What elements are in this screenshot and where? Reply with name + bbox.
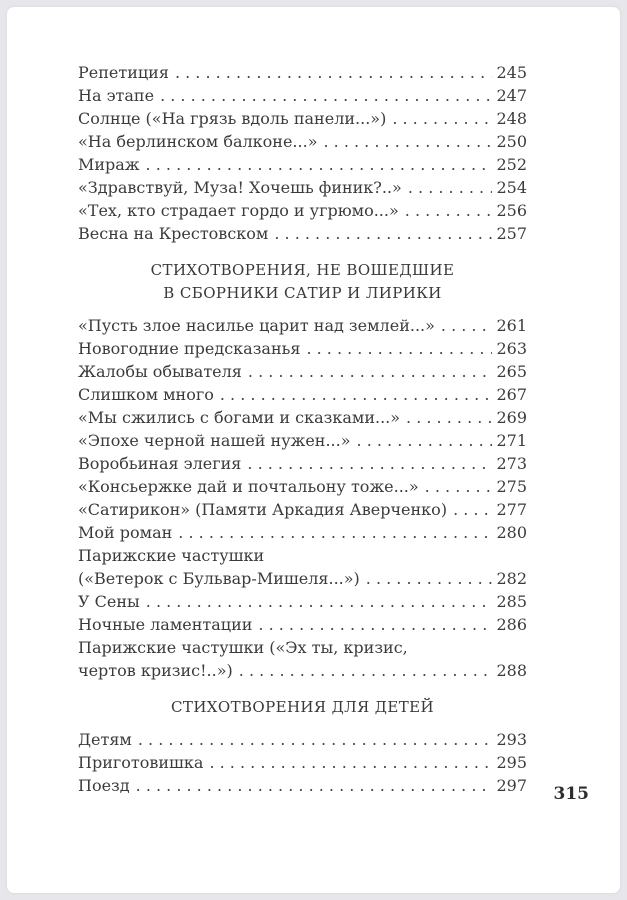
dot-leader bbox=[406, 406, 492, 429]
toc-entry[interactable] bbox=[78, 107, 527, 130]
toc-entry[interactable] bbox=[78, 176, 527, 199]
entry-page-number: 256 bbox=[496, 201, 527, 220]
entry-title: Парижские частушки bbox=[78, 546, 265, 565]
entry-page-number: 269 bbox=[496, 408, 527, 427]
toc-entry-line bbox=[78, 429, 527, 452]
dot-leader bbox=[323, 130, 492, 153]
dot-leader bbox=[408, 176, 493, 199]
entry-title: Поезд bbox=[78, 776, 130, 795]
toc-entry-line bbox=[78, 590, 527, 613]
toc-entry[interactable] bbox=[78, 222, 527, 245]
entry-title: «Пусть злое насилье царит над землей...» bbox=[78, 316, 435, 335]
entry-page-number: 293 bbox=[496, 730, 527, 749]
entry-page-number: 285 bbox=[496, 592, 527, 611]
entry-page-number: 263 bbox=[496, 339, 527, 358]
toc-entry-line bbox=[78, 521, 527, 544]
dot-leader bbox=[220, 383, 493, 406]
entry-page-number: 254 bbox=[496, 178, 527, 197]
dot-leader bbox=[441, 314, 493, 337]
toc-entry[interactable] bbox=[78, 544, 527, 590]
toc-entry[interactable] bbox=[78, 613, 527, 636]
toc-entry-line bbox=[78, 360, 527, 383]
toc-entry[interactable] bbox=[78, 475, 527, 498]
toc-entry-line bbox=[78, 130, 527, 153]
dot-leader bbox=[247, 452, 492, 475]
toc-entry-line bbox=[78, 314, 527, 337]
toc-entry[interactable] bbox=[78, 521, 527, 544]
toc-entry[interactable] bbox=[78, 360, 527, 383]
entry-title: Мой роман bbox=[78, 523, 173, 542]
entry-page-number: 250 bbox=[496, 132, 527, 151]
toc-entry-line bbox=[78, 406, 527, 429]
toc-entry-line bbox=[78, 475, 527, 498]
dot-leader bbox=[425, 475, 493, 498]
toc-entry[interactable] bbox=[78, 61, 527, 84]
entry-title: Новогодние предсказанья bbox=[78, 339, 301, 358]
entry-title: Весна на Крестовском bbox=[78, 224, 269, 243]
entry-title: «Эпохе черной нашей нужен...» bbox=[78, 431, 351, 450]
toc-entry[interactable] bbox=[78, 751, 527, 774]
dot-leader bbox=[239, 659, 493, 682]
table-of-contents bbox=[78, 61, 527, 797]
dot-leader bbox=[146, 153, 493, 176]
toc-entry-line bbox=[78, 383, 527, 406]
entry-title: Солнце («На грязь вдоль панели...») bbox=[78, 109, 387, 128]
toc-entry-line bbox=[78, 613, 527, 636]
dot-leader bbox=[274, 222, 492, 245]
dot-leader bbox=[405, 199, 493, 222]
entry-page-number: 245 bbox=[496, 63, 527, 82]
dot-leader bbox=[306, 337, 492, 360]
entry-title: Мираж bbox=[78, 155, 140, 174]
toc-entry[interactable] bbox=[78, 406, 527, 429]
entry-page-number: 297 bbox=[496, 776, 527, 795]
toc-entry[interactable] bbox=[78, 199, 527, 222]
dot-leader bbox=[366, 567, 493, 590]
toc-entry[interactable] bbox=[78, 728, 527, 751]
entry-title: «Консьержке дай и почтальону тоже...» bbox=[78, 477, 419, 496]
entry-title: («Ветерок с Бульвар-Мишеля...») bbox=[78, 569, 360, 588]
entry-page-number: 247 bbox=[496, 86, 527, 105]
entry-page-number: 248 bbox=[496, 109, 527, 128]
toc-entry[interactable] bbox=[78, 636, 527, 682]
toc-entry-line bbox=[78, 337, 527, 360]
toc-entry-line bbox=[78, 567, 527, 590]
entry-title: «Здравствуй, Муза! Хочешь финик?..» bbox=[78, 178, 402, 197]
section-header-line: СТИХОТВОРЕНИЯ, НЕ ВОШЕДШИЕ bbox=[150, 261, 455, 279]
toc-entry-line bbox=[78, 84, 527, 107]
entry-title: «Сатирикон» (Памяти Аркадия Аверченко) bbox=[78, 500, 448, 519]
entry-title: «На берлинском балконе...» bbox=[78, 132, 318, 151]
toc-entry[interactable] bbox=[78, 130, 527, 153]
dot-leader bbox=[453, 498, 492, 521]
entry-page-number: 265 bbox=[496, 362, 527, 381]
toc-entry-line bbox=[78, 544, 527, 567]
toc-entry-line bbox=[78, 153, 527, 176]
entry-page-number: 295 bbox=[496, 753, 527, 772]
dot-leader bbox=[258, 613, 492, 636]
entry-title: Жалобы обывателя bbox=[78, 362, 242, 381]
toc-entry[interactable] bbox=[78, 429, 527, 452]
entry-title: Ночные ламентации bbox=[78, 615, 253, 634]
entry-page-number: 257 bbox=[496, 224, 527, 243]
section-header-line: В СБОРНИКИ САТИР И ЛИРИКИ bbox=[163, 284, 442, 302]
entry-title: Слишком много bbox=[78, 385, 214, 404]
toc-entry[interactable] bbox=[78, 383, 527, 406]
toc-entry[interactable] bbox=[78, 590, 527, 613]
toc-entry[interactable] bbox=[78, 337, 527, 360]
dot-leader bbox=[209, 751, 492, 774]
dot-leader bbox=[175, 61, 493, 84]
toc-entry[interactable] bbox=[78, 774, 527, 797]
page-number: 315 bbox=[553, 784, 589, 804]
toc-entry-line bbox=[78, 199, 527, 222]
entry-page-number: 271 bbox=[496, 431, 527, 450]
entry-page-number: 288 bbox=[496, 661, 527, 680]
section-header bbox=[78, 696, 527, 719]
dot-leader bbox=[392, 107, 492, 130]
entry-title: На этапе bbox=[78, 86, 155, 105]
entry-page-number: 282 bbox=[496, 569, 527, 588]
entry-page-number: 275 bbox=[496, 477, 527, 496]
entry-page-number: 280 bbox=[496, 523, 527, 542]
toc-entry-line bbox=[78, 61, 527, 84]
entry-page-number: 273 bbox=[496, 454, 527, 473]
dot-leader bbox=[357, 429, 493, 452]
entry-page-number: 252 bbox=[496, 155, 527, 174]
entry-title: Парижские частушки («Эх ты, кризис, bbox=[78, 638, 408, 657]
entry-title: Детям bbox=[78, 730, 132, 749]
dot-leader bbox=[248, 360, 493, 383]
entry-title: «Тех, кто страдает гордо и угрюмо...» bbox=[78, 201, 399, 220]
toc-entry-line bbox=[78, 751, 527, 774]
section-header-line: СТИХОТВОРЕНИЯ ДЛЯ ДЕТЕЙ bbox=[171, 698, 434, 716]
dot-leader bbox=[146, 590, 493, 613]
section-header bbox=[78, 259, 527, 305]
toc-entry-line bbox=[78, 659, 527, 682]
entry-page-number: 261 bbox=[496, 316, 527, 335]
entry-title: чертов кризис!..») bbox=[78, 661, 233, 680]
book-page bbox=[7, 7, 620, 893]
entry-page-number: 267 bbox=[496, 385, 527, 404]
toc-entry[interactable] bbox=[78, 452, 527, 475]
toc-entry[interactable] bbox=[78, 314, 527, 337]
toc-entry[interactable] bbox=[78, 153, 527, 176]
toc-entry[interactable] bbox=[78, 84, 527, 107]
entry-title: Репетиция bbox=[78, 63, 169, 82]
toc-entry-line bbox=[78, 176, 527, 199]
dot-leader bbox=[136, 774, 493, 797]
entry-title: «Мы сжились с богами и сказками...» bbox=[78, 408, 401, 427]
toc-entry-line bbox=[78, 222, 527, 245]
dot-leader bbox=[160, 84, 492, 107]
toc-entry-line bbox=[78, 452, 527, 475]
entry-title: Приготовишка bbox=[78, 753, 204, 772]
dot-leader bbox=[178, 521, 492, 544]
entry-page-number: 277 bbox=[496, 500, 527, 519]
toc-entry-line bbox=[78, 636, 527, 659]
dot-leader bbox=[138, 728, 493, 751]
toc-entry[interactable] bbox=[78, 498, 527, 521]
entry-title: Воробьиная элегия bbox=[78, 454, 242, 473]
toc-entry-line bbox=[78, 728, 527, 751]
toc-entry-line bbox=[78, 107, 527, 130]
entry-title: У Сены bbox=[78, 592, 140, 611]
entry-page-number: 286 bbox=[496, 615, 527, 634]
toc-entry-line bbox=[78, 774, 527, 797]
toc-entry-line bbox=[78, 498, 527, 521]
